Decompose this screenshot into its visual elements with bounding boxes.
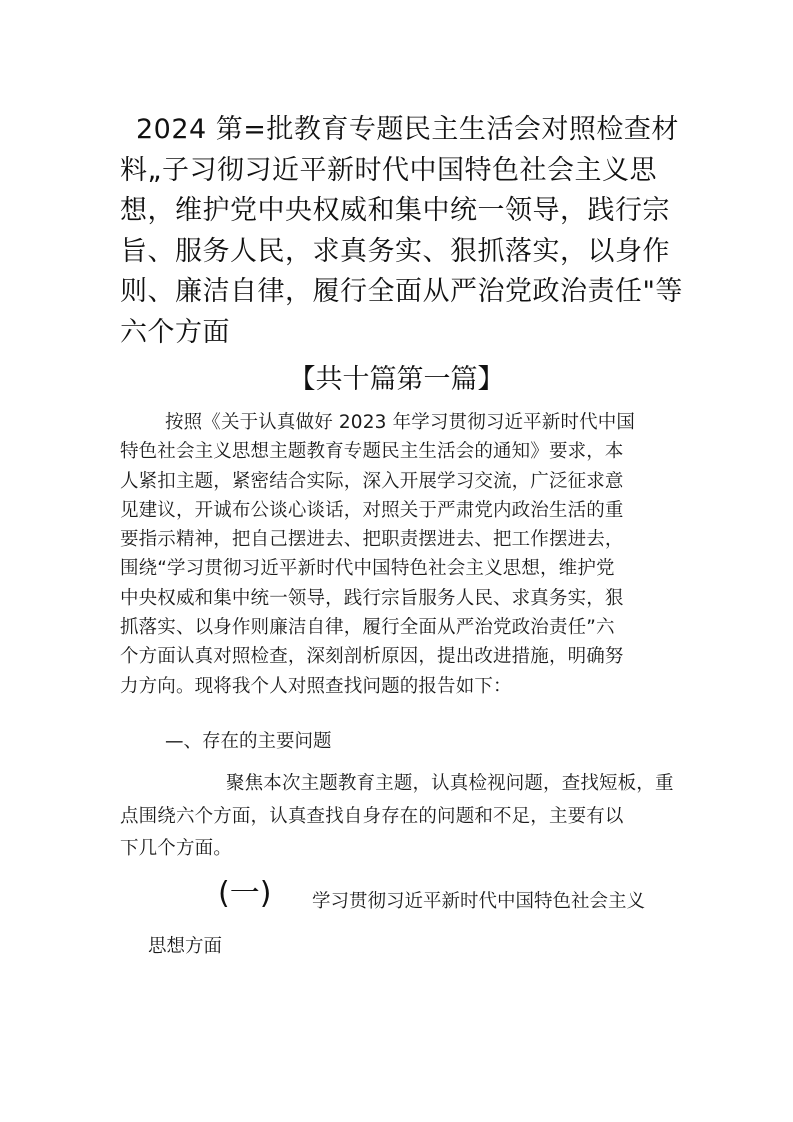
paragraph-line: 点围绕六个方面，认真查找自身存在的问题和不足，主要有以 [120,805,624,827]
intro-paragraph [120,408,685,701]
subsection-title: 学习贯彻习近平新时代中国特色社会主义 [312,891,646,912]
subsection-number: (一) [218,876,272,911]
paragraph-line: 按照《关于认真做好 2023 年学习贯彻习近平新时代中国 [165,412,636,433]
document-subtitle: 【共十篇第一篇】 [288,364,505,395]
title-line: 想，维护党中央权威和集中统一领导，践行宗 [120,195,670,226]
title-line: 旨、服务人民，求真务实、狠抓落实，以身作 [120,235,670,267]
paragraph-line: 聚焦本次主题教育主题，认真检视问题，查找短板，重 [226,773,674,794]
title-line: 六个方面 [120,316,230,348]
document-title [120,110,685,353]
paragraph-line: 围绕“学习贯彻习近平新时代中国特色社会主义思想，维护党 [120,558,615,580]
paragraph-line: 人紧扣主题，紧密结合实际，深入开展学习交流，广泛征求意 [120,470,624,492]
paragraph-line: 个方面认真对照检查，深刻剖析原因，提出改进措施，明确努 [120,646,624,668]
title-line: 料„子习彻习近平新时代中国特色社会主义思 [120,154,657,186]
paragraph-line: 见建议，开诚布公谈心谈话，对照关于严肃党内政治生活的重 [120,499,624,521]
paragraph-line: 特色社会主义思想主题教育专题民主生活会的通知》要求，本 [120,441,624,463]
paragraph-line: 要指示精神，把自己摆进去、把职责摆进去、把工作摆进去， [120,529,624,551]
section-heading: —、存在的主要问题 [165,731,332,752]
title-line: 则、廉洁自律，履行全面从严治党政治责任"等 [120,276,683,307]
focus-paragraph [120,768,685,866]
title-line: 2024 第=批教育专题民主生活会对照检查材 [136,114,679,145]
subsection-title-continued: 思想方面 [148,936,223,957]
paragraph-line: 中央权威和集中统一领导，践行宗旨服务人民、求真务实，狠 [120,587,624,609]
paragraph-line: 力方向。现将我个人对照查找问题的报告如下： [120,675,512,697]
paragraph-line: 抓落实、以身作则廉洁自律，履行全面从严治党政治责任”六 [120,617,615,639]
paragraph-line: 下几个方面。 [120,838,232,859]
